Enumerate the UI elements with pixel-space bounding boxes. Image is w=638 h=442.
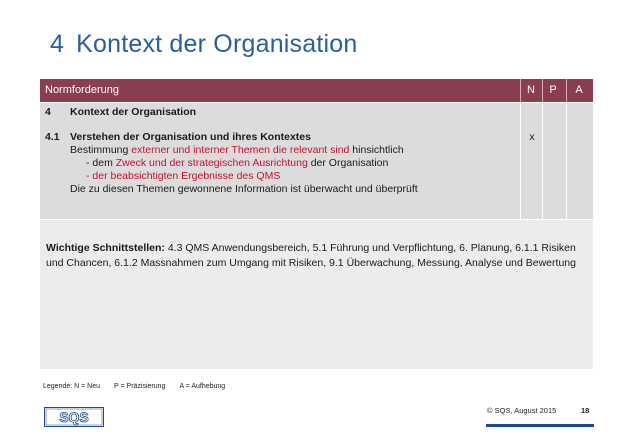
- subsection-number: 4.1: [45, 131, 60, 143]
- table-row-requirement: [40, 103, 593, 219]
- requirement-highlight: Zweck und der strategischen Ausrichtung: [115, 157, 308, 169]
- table-header: [40, 79, 593, 102]
- slide-title-text: Kontext der Organisation: [76, 30, 358, 58]
- legend-n: Legende: N = Neu: [43, 383, 101, 390]
- svg-text:SQS: SQS: [59, 409, 89, 425]
- header-p: P: [549, 84, 557, 96]
- interfaces-label: Wichtige Schnittstellen:: [46, 242, 165, 254]
- subsection-title: Verstehen der Organisation und ihres Kontextes: [70, 131, 311, 143]
- interfaces-list: 4.3 QMS Anwendungsbereich, 5.1 Führung und Verpflichtung, 6. Planung, 6.1.1 Risiken und Chancen, 6.1.2 Massnahmen zum Umgang mit Risiken, 9.1 Überwachung, Messung, Analyse und Bewertung: [46, 242, 576, 269]
- header-divider: [542, 79, 543, 102]
- section-number: 4: [45, 106, 51, 118]
- requirement-line-4: Die zu diesen Themen gewonnene Information ist überwacht und überprüft: [70, 183, 418, 195]
- requirements-table: [40, 79, 593, 369]
- header-a: A: [575, 84, 583, 96]
- requirement-line-3: - der beabsichtigten Ergebnisse des QMS: [86, 170, 281, 182]
- section-title: Kontext der Organisation: [70, 106, 197, 118]
- header-n: N: [527, 84, 535, 96]
- column-divider: [520, 103, 521, 219]
- legend-p: P = Präzisierung: [114, 383, 166, 390]
- requirement-line-2: [86, 157, 388, 170]
- requirement-text: der Organisation: [307, 157, 389, 169]
- interfaces-text: [46, 241, 586, 270]
- column-divider: [566, 103, 567, 219]
- column-divider: [542, 103, 543, 219]
- copyright: © SQS, August 2015: [487, 406, 557, 415]
- table-row-interfaces: [40, 220, 593, 369]
- requirement-line-1: [70, 144, 404, 157]
- footer-bar: [486, 424, 594, 427]
- requirement-text: Bestimmung: [70, 144, 132, 156]
- legend: [43, 383, 239, 390]
- header-divider: [566, 79, 567, 102]
- requirement-highlight: externer und interner Themen die relevant sind: [131, 144, 350, 156]
- header-requirement: Normforderung: [45, 84, 119, 96]
- requirement-text: - dem: [86, 157, 116, 169]
- page-number: 18: [581, 406, 590, 415]
- sqs-logo: [44, 407, 104, 427]
- requirement-text: hinsichtlich: [349, 144, 404, 156]
- slide-title: [50, 30, 357, 59]
- legend-a: A = Aufhebung: [179, 383, 226, 390]
- slide-title-number: 4: [50, 30, 65, 58]
- n-mark: x: [529, 131, 535, 143]
- header-divider: [520, 79, 521, 102]
